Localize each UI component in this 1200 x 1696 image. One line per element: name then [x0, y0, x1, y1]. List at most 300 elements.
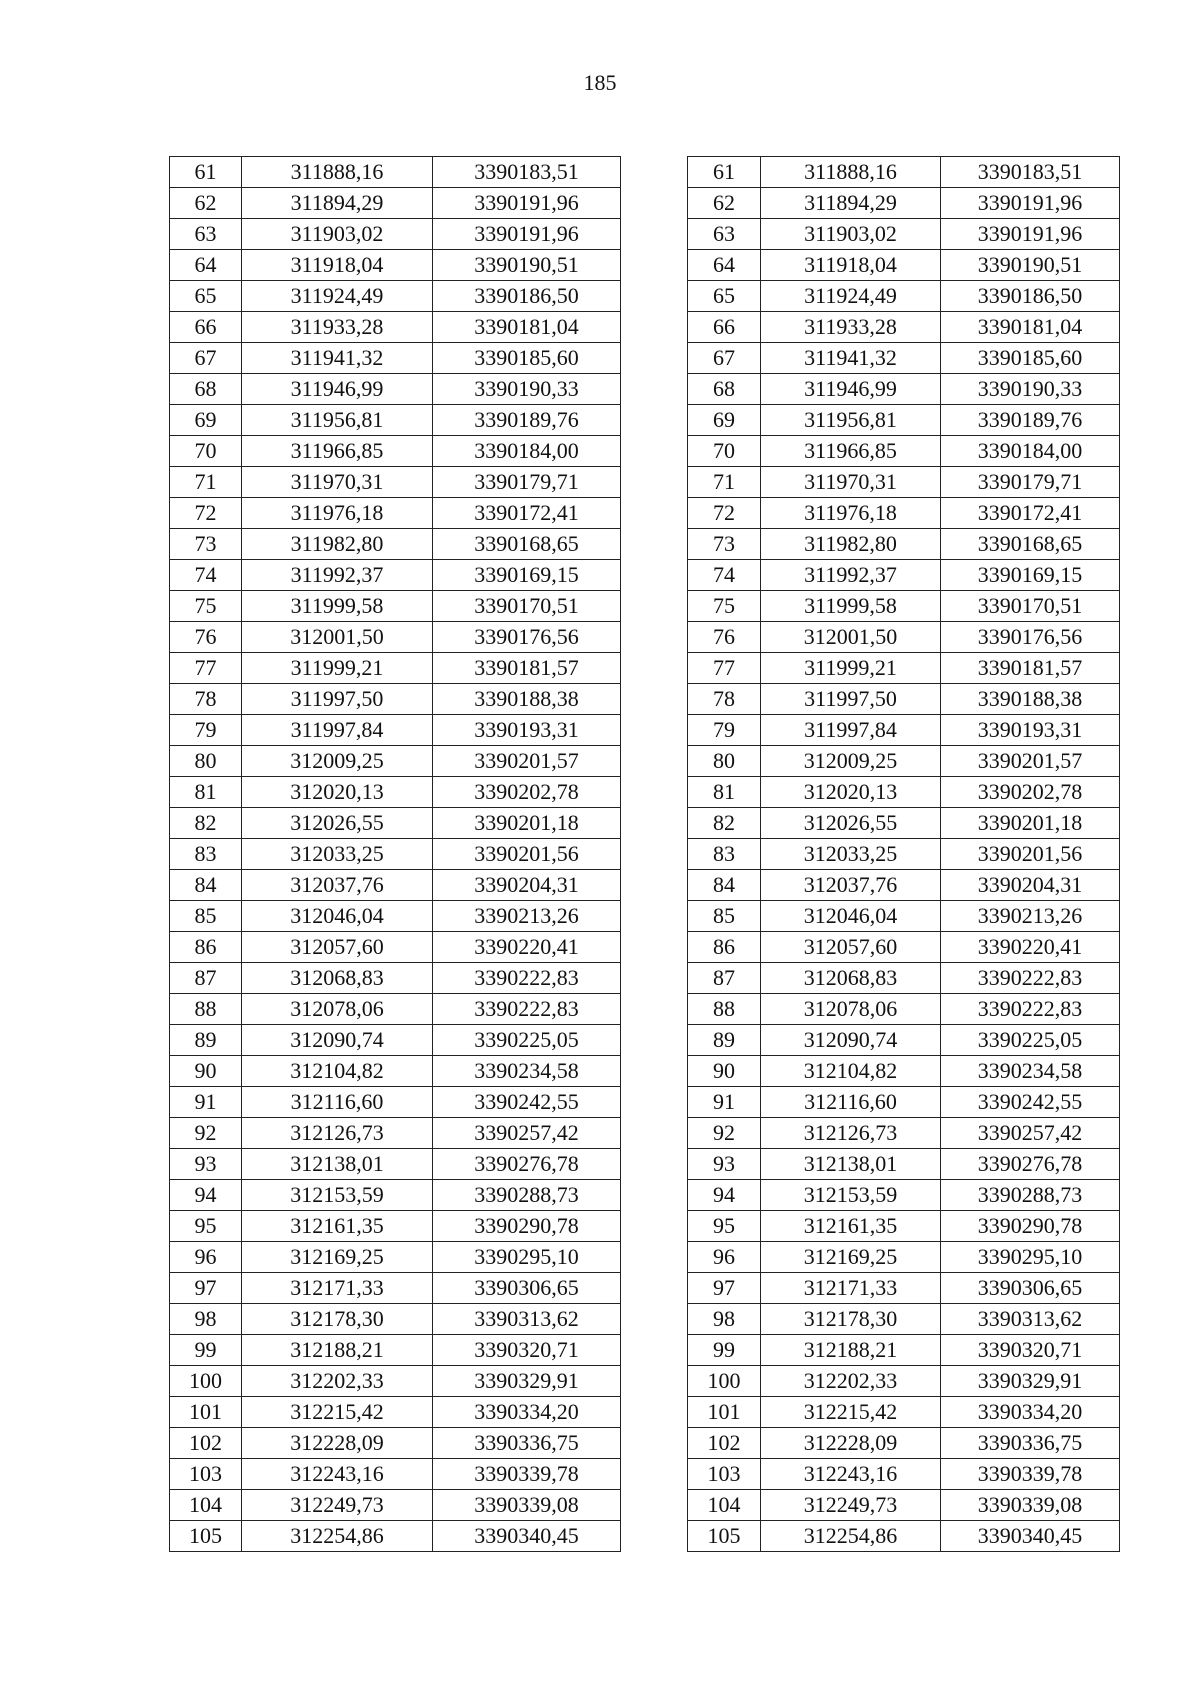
y-coordinate-cell: 3390190,33 — [433, 374, 621, 405]
x-coordinate-cell: 312020,13 — [242, 777, 433, 808]
point-number-cell: 71 — [688, 467, 761, 498]
x-coordinate-cell: 312104,82 — [242, 1056, 433, 1087]
y-coordinate-cell: 3390336,75 — [941, 1428, 1120, 1459]
x-coordinate-cell: 311966,85 — [761, 436, 941, 467]
x-coordinate-cell: 312202,33 — [761, 1366, 941, 1397]
point-number-cell: 99 — [170, 1335, 242, 1366]
y-coordinate-cell: 3390225,05 — [433, 1025, 621, 1056]
y-coordinate-cell: 3390222,83 — [433, 994, 621, 1025]
y-coordinate-cell: 3390191,96 — [433, 219, 621, 250]
coordinate-table-right — [687, 156, 1120, 1552]
table-row — [170, 1397, 621, 1428]
point-number-cell: 101 — [688, 1397, 761, 1428]
point-number-cell: 102 — [170, 1428, 242, 1459]
table-row — [170, 839, 621, 870]
table-row — [688, 529, 1120, 560]
point-number-cell: 84 — [688, 870, 761, 901]
table-row — [688, 560, 1120, 591]
x-coordinate-cell: 312057,60 — [761, 932, 941, 963]
table-row — [170, 808, 621, 839]
y-coordinate-cell: 3390329,91 — [941, 1366, 1120, 1397]
point-number-cell: 62 — [170, 188, 242, 219]
point-number-cell: 65 — [170, 281, 242, 312]
y-coordinate-cell: 3390172,41 — [433, 498, 621, 529]
point-number-cell: 68 — [170, 374, 242, 405]
y-coordinate-cell: 3390190,51 — [941, 250, 1120, 281]
y-coordinate-cell: 3390204,31 — [433, 870, 621, 901]
point-number-cell: 103 — [688, 1459, 761, 1490]
y-coordinate-cell: 3390201,57 — [941, 746, 1120, 777]
table-row — [170, 932, 621, 963]
point-number-cell: 91 — [688, 1087, 761, 1118]
x-coordinate-cell: 312033,25 — [242, 839, 433, 870]
x-coordinate-cell: 312161,35 — [761, 1211, 941, 1242]
x-coordinate-cell: 311888,16 — [761, 157, 941, 188]
x-coordinate-cell: 312116,60 — [242, 1087, 433, 1118]
y-coordinate-cell: 3390257,42 — [941, 1118, 1120, 1149]
y-coordinate-cell: 3390220,41 — [941, 932, 1120, 963]
y-coordinate-cell: 3390201,57 — [433, 746, 621, 777]
x-coordinate-cell: 311992,37 — [242, 560, 433, 591]
x-coordinate-cell: 311903,02 — [242, 219, 433, 250]
table-row — [688, 715, 1120, 746]
x-coordinate-cell: 312046,04 — [761, 901, 941, 932]
x-coordinate-cell: 312254,86 — [242, 1521, 433, 1552]
table-row — [688, 157, 1120, 188]
y-coordinate-cell: 3390169,15 — [433, 560, 621, 591]
table-row — [688, 1180, 1120, 1211]
table-row — [170, 560, 621, 591]
y-coordinate-cell: 3390179,71 — [941, 467, 1120, 498]
table-row — [688, 963, 1120, 994]
y-coordinate-cell: 3390242,55 — [433, 1087, 621, 1118]
table-row — [688, 1521, 1120, 1552]
table-row — [688, 1459, 1120, 1490]
y-coordinate-cell: 3390190,51 — [433, 250, 621, 281]
x-coordinate-cell: 312161,35 — [242, 1211, 433, 1242]
y-coordinate-cell: 3390276,78 — [941, 1149, 1120, 1180]
x-coordinate-cell: 312020,13 — [761, 777, 941, 808]
y-coordinate-cell: 3390225,05 — [941, 1025, 1120, 1056]
table-row — [170, 1273, 621, 1304]
point-number-cell: 61 — [170, 157, 242, 188]
y-coordinate-cell: 3390172,41 — [941, 498, 1120, 529]
x-coordinate-cell: 312171,33 — [242, 1273, 433, 1304]
table-row — [688, 653, 1120, 684]
point-number-cell: 84 — [170, 870, 242, 901]
point-number-cell: 87 — [170, 963, 242, 994]
point-number-cell: 91 — [170, 1087, 242, 1118]
table-row — [688, 1335, 1120, 1366]
table-row — [170, 1180, 621, 1211]
point-number-cell: 97 — [170, 1273, 242, 1304]
point-number-cell: 96 — [170, 1242, 242, 1273]
y-coordinate-cell: 3390169,15 — [941, 560, 1120, 591]
table-row — [688, 343, 1120, 374]
y-coordinate-cell: 3390190,33 — [941, 374, 1120, 405]
x-coordinate-cell: 311918,04 — [242, 250, 433, 281]
y-coordinate-cell: 3390181,04 — [941, 312, 1120, 343]
point-number-cell: 80 — [688, 746, 761, 777]
table-row — [688, 1397, 1120, 1428]
x-coordinate-cell: 311888,16 — [242, 157, 433, 188]
x-coordinate-cell: 312138,01 — [242, 1149, 433, 1180]
x-coordinate-cell: 312104,82 — [761, 1056, 941, 1087]
x-coordinate-cell: 312126,73 — [242, 1118, 433, 1149]
table-row — [170, 498, 621, 529]
point-number-cell: 72 — [170, 498, 242, 529]
x-coordinate-cell: 311946,99 — [761, 374, 941, 405]
point-number-cell: 98 — [170, 1304, 242, 1335]
point-number-cell: 95 — [688, 1211, 761, 1242]
table-row — [170, 1118, 621, 1149]
x-coordinate-cell: 311976,18 — [242, 498, 433, 529]
point-number-cell: 74 — [170, 560, 242, 591]
x-coordinate-cell: 312153,59 — [761, 1180, 941, 1211]
y-coordinate-cell: 3390191,96 — [433, 188, 621, 219]
table-row — [688, 1366, 1120, 1397]
point-number-cell: 93 — [688, 1149, 761, 1180]
y-coordinate-cell: 3390313,62 — [433, 1304, 621, 1335]
x-coordinate-cell: 311970,31 — [242, 467, 433, 498]
table-row — [688, 467, 1120, 498]
x-coordinate-cell: 312068,83 — [242, 963, 433, 994]
table-row — [170, 1459, 621, 1490]
point-number-cell: 104 — [688, 1490, 761, 1521]
table-row — [688, 1242, 1120, 1273]
x-coordinate-cell: 311970,31 — [761, 467, 941, 498]
point-number-cell: 105 — [170, 1521, 242, 1552]
point-number-cell: 72 — [688, 498, 761, 529]
table-row — [170, 343, 621, 374]
point-number-cell: 95 — [170, 1211, 242, 1242]
table-row — [170, 591, 621, 622]
point-number-cell: 83 — [688, 839, 761, 870]
y-coordinate-cell: 3390242,55 — [941, 1087, 1120, 1118]
table-row — [170, 312, 621, 343]
point-number-cell: 75 — [688, 591, 761, 622]
point-number-cell: 65 — [688, 281, 761, 312]
x-coordinate-cell: 312249,73 — [761, 1490, 941, 1521]
point-number-cell: 82 — [688, 808, 761, 839]
table-row — [688, 591, 1120, 622]
y-coordinate-cell: 3390201,18 — [941, 808, 1120, 839]
y-coordinate-cell: 3390181,57 — [941, 653, 1120, 684]
x-coordinate-cell: 312249,73 — [242, 1490, 433, 1521]
x-coordinate-cell: 311924,49 — [242, 281, 433, 312]
y-coordinate-cell: 3390204,31 — [941, 870, 1120, 901]
x-coordinate-cell: 312090,74 — [242, 1025, 433, 1056]
table-row — [170, 746, 621, 777]
point-number-cell: 89 — [688, 1025, 761, 1056]
y-coordinate-cell: 3390176,56 — [433, 622, 621, 653]
y-coordinate-cell: 3390340,45 — [941, 1521, 1120, 1552]
point-number-cell: 103 — [170, 1459, 242, 1490]
table-row — [688, 312, 1120, 343]
y-coordinate-cell: 3390201,56 — [433, 839, 621, 870]
point-number-cell: 67 — [170, 343, 242, 374]
x-coordinate-cell: 312171,33 — [761, 1273, 941, 1304]
point-number-cell: 90 — [688, 1056, 761, 1087]
y-coordinate-cell: 3390276,78 — [433, 1149, 621, 1180]
point-number-cell: 63 — [170, 219, 242, 250]
table-row — [688, 684, 1120, 715]
point-number-cell: 92 — [688, 1118, 761, 1149]
point-number-cell: 66 — [688, 312, 761, 343]
point-number-cell: 68 — [688, 374, 761, 405]
point-number-cell: 62 — [688, 188, 761, 219]
y-coordinate-cell: 3390306,65 — [941, 1273, 1120, 1304]
point-number-cell: 100 — [170, 1366, 242, 1397]
x-coordinate-cell: 311894,29 — [761, 188, 941, 219]
x-coordinate-cell: 312215,42 — [761, 1397, 941, 1428]
table-row — [688, 839, 1120, 870]
table-row — [688, 436, 1120, 467]
table-row — [688, 281, 1120, 312]
point-number-cell: 79 — [688, 715, 761, 746]
y-coordinate-cell: 3390193,31 — [941, 715, 1120, 746]
x-coordinate-cell: 311933,28 — [242, 312, 433, 343]
table-row — [170, 653, 621, 684]
point-number-cell: 64 — [688, 250, 761, 281]
point-number-cell: 102 — [688, 1428, 761, 1459]
y-coordinate-cell: 3390234,58 — [433, 1056, 621, 1087]
table-row — [688, 1087, 1120, 1118]
table-row — [170, 1211, 621, 1242]
y-coordinate-cell: 3390191,96 — [941, 188, 1120, 219]
x-coordinate-cell: 311997,50 — [761, 684, 941, 715]
table-row — [688, 1118, 1120, 1149]
point-number-cell: 79 — [170, 715, 242, 746]
table-row — [688, 777, 1120, 808]
x-coordinate-cell: 311894,29 — [242, 188, 433, 219]
x-coordinate-cell: 312215,42 — [242, 1397, 433, 1428]
y-coordinate-cell: 3390295,10 — [941, 1242, 1120, 1273]
x-coordinate-cell: 311999,21 — [242, 653, 433, 684]
x-coordinate-cell: 312026,55 — [242, 808, 433, 839]
point-number-cell: 81 — [170, 777, 242, 808]
y-coordinate-cell: 3390189,76 — [433, 405, 621, 436]
table-row — [170, 281, 621, 312]
y-coordinate-cell: 3390257,42 — [433, 1118, 621, 1149]
x-coordinate-cell: 312068,83 — [761, 963, 941, 994]
point-number-cell: 88 — [688, 994, 761, 1025]
x-coordinate-cell: 311997,50 — [242, 684, 433, 715]
point-number-cell: 78 — [688, 684, 761, 715]
x-coordinate-cell: 312037,76 — [761, 870, 941, 901]
x-coordinate-cell: 311941,32 — [761, 343, 941, 374]
point-number-cell: 75 — [170, 591, 242, 622]
y-coordinate-cell: 3390184,00 — [433, 436, 621, 467]
point-number-cell: 99 — [688, 1335, 761, 1366]
x-coordinate-cell: 312188,21 — [242, 1335, 433, 1366]
x-coordinate-cell: 312090,74 — [761, 1025, 941, 1056]
x-coordinate-cell: 312037,76 — [242, 870, 433, 901]
y-coordinate-cell: 3390181,04 — [433, 312, 621, 343]
y-coordinate-cell: 3390213,26 — [941, 901, 1120, 932]
x-coordinate-cell: 312033,25 — [761, 839, 941, 870]
x-coordinate-cell: 312254,86 — [761, 1521, 941, 1552]
point-number-cell: 83 — [170, 839, 242, 870]
y-coordinate-cell: 3390288,73 — [433, 1180, 621, 1211]
table-row — [170, 374, 621, 405]
y-coordinate-cell: 3390288,73 — [941, 1180, 1120, 1211]
x-coordinate-cell: 312188,21 — [761, 1335, 941, 1366]
x-coordinate-cell: 311966,85 — [242, 436, 433, 467]
table-row — [170, 963, 621, 994]
point-number-cell: 96 — [688, 1242, 761, 1273]
x-coordinate-cell: 311999,21 — [761, 653, 941, 684]
x-coordinate-cell: 311924,49 — [761, 281, 941, 312]
x-coordinate-cell: 311976,18 — [761, 498, 941, 529]
x-coordinate-cell: 312126,73 — [761, 1118, 941, 1149]
point-number-cell: 69 — [688, 405, 761, 436]
point-number-cell: 86 — [170, 932, 242, 963]
point-number-cell: 61 — [688, 157, 761, 188]
y-coordinate-cell: 3390290,78 — [941, 1211, 1120, 1242]
table-row — [170, 777, 621, 808]
y-coordinate-cell: 3390183,51 — [941, 157, 1120, 188]
y-coordinate-cell: 3390320,71 — [941, 1335, 1120, 1366]
x-coordinate-cell: 311956,81 — [761, 405, 941, 436]
table-row — [688, 1428, 1120, 1459]
point-number-cell: 66 — [170, 312, 242, 343]
y-coordinate-cell: 3390222,83 — [941, 963, 1120, 994]
x-coordinate-cell: 311999,58 — [242, 591, 433, 622]
point-number-cell: 76 — [170, 622, 242, 653]
point-number-cell: 89 — [170, 1025, 242, 1056]
table-row — [170, 250, 621, 281]
point-number-cell: 77 — [688, 653, 761, 684]
table-row — [688, 188, 1120, 219]
x-coordinate-cell: 311997,84 — [761, 715, 941, 746]
point-number-cell: 63 — [688, 219, 761, 250]
y-coordinate-cell: 3390213,26 — [433, 901, 621, 932]
x-coordinate-cell: 312243,16 — [242, 1459, 433, 1490]
table-row — [170, 219, 621, 250]
x-coordinate-cell: 312228,09 — [761, 1428, 941, 1459]
y-coordinate-cell: 3390186,50 — [941, 281, 1120, 312]
y-coordinate-cell: 3390202,78 — [433, 777, 621, 808]
table-row — [170, 1490, 621, 1521]
y-coordinate-cell: 3390170,51 — [433, 591, 621, 622]
table-row — [688, 994, 1120, 1025]
x-coordinate-cell: 312202,33 — [242, 1366, 433, 1397]
point-number-cell: 85 — [688, 901, 761, 932]
table-row — [170, 1366, 621, 1397]
page-number: 185 — [583, 70, 617, 95]
y-coordinate-cell: 3390186,50 — [433, 281, 621, 312]
y-coordinate-cell: 3390189,76 — [941, 405, 1120, 436]
y-coordinate-cell: 3390339,78 — [433, 1459, 621, 1490]
table-row — [170, 157, 621, 188]
table-row — [688, 1056, 1120, 1087]
y-coordinate-cell: 3390179,71 — [433, 467, 621, 498]
x-coordinate-cell: 312001,50 — [242, 622, 433, 653]
y-coordinate-cell: 3390336,75 — [433, 1428, 621, 1459]
y-coordinate-cell: 3390191,96 — [941, 219, 1120, 250]
table-row — [688, 1149, 1120, 1180]
x-coordinate-cell: 312153,59 — [242, 1180, 433, 1211]
point-number-cell: 97 — [688, 1273, 761, 1304]
table-row — [688, 405, 1120, 436]
y-coordinate-cell: 3390222,83 — [433, 963, 621, 994]
table-row — [170, 436, 621, 467]
table-row — [170, 622, 621, 653]
table-row — [170, 529, 621, 560]
x-coordinate-cell: 312009,25 — [242, 746, 433, 777]
table-row — [688, 808, 1120, 839]
y-coordinate-cell: 3390188,38 — [433, 684, 621, 715]
table-row — [688, 932, 1120, 963]
point-number-cell: 94 — [688, 1180, 761, 1211]
y-coordinate-cell: 3390340,45 — [433, 1521, 621, 1552]
table-row — [170, 405, 621, 436]
point-number-cell: 73 — [688, 529, 761, 560]
table-row — [688, 1025, 1120, 1056]
x-coordinate-cell: 312001,50 — [761, 622, 941, 653]
point-number-cell: 105 — [688, 1521, 761, 1552]
table-row — [688, 870, 1120, 901]
point-number-cell: 69 — [170, 405, 242, 436]
table-row — [170, 1335, 621, 1366]
table-row — [170, 715, 621, 746]
x-coordinate-cell: 311982,80 — [242, 529, 433, 560]
x-coordinate-cell: 311918,04 — [761, 250, 941, 281]
table-row — [170, 1056, 621, 1087]
table-row — [170, 684, 621, 715]
y-coordinate-cell: 3390320,71 — [433, 1335, 621, 1366]
y-coordinate-cell: 3390334,20 — [433, 1397, 621, 1428]
y-coordinate-cell: 3390339,08 — [433, 1490, 621, 1521]
x-coordinate-cell: 312116,60 — [761, 1087, 941, 1118]
point-number-cell: 90 — [170, 1056, 242, 1087]
table-row — [688, 1211, 1120, 1242]
table-row — [170, 1521, 621, 1552]
y-coordinate-cell: 3390313,62 — [941, 1304, 1120, 1335]
table-row — [688, 250, 1120, 281]
y-coordinate-cell: 3390295,10 — [433, 1242, 621, 1273]
x-coordinate-cell: 312057,60 — [242, 932, 433, 963]
table-row — [688, 901, 1120, 932]
x-coordinate-cell: 311946,99 — [242, 374, 433, 405]
x-coordinate-cell: 311982,80 — [761, 529, 941, 560]
table-row — [170, 188, 621, 219]
point-number-cell: 87 — [688, 963, 761, 994]
x-coordinate-cell: 312138,01 — [761, 1149, 941, 1180]
y-coordinate-cell: 3390168,65 — [433, 529, 621, 560]
table-row — [688, 746, 1120, 777]
y-coordinate-cell: 3390201,56 — [941, 839, 1120, 870]
table-row — [170, 870, 621, 901]
point-number-cell: 71 — [170, 467, 242, 498]
y-coordinate-cell: 3390234,58 — [941, 1056, 1120, 1087]
point-number-cell: 98 — [688, 1304, 761, 1335]
point-number-cell: 92 — [170, 1118, 242, 1149]
table-row — [688, 1304, 1120, 1335]
y-coordinate-cell: 3390290,78 — [433, 1211, 621, 1242]
y-coordinate-cell: 3390185,60 — [433, 343, 621, 374]
point-number-cell: 78 — [170, 684, 242, 715]
point-number-cell: 81 — [688, 777, 761, 808]
y-coordinate-cell: 3390202,78 — [941, 777, 1120, 808]
y-coordinate-cell: 3390184,00 — [941, 436, 1120, 467]
x-coordinate-cell: 312169,25 — [242, 1242, 433, 1273]
table-row — [688, 622, 1120, 653]
point-number-cell: 70 — [688, 436, 761, 467]
y-coordinate-cell: 3390201,18 — [433, 808, 621, 839]
x-coordinate-cell: 311999,58 — [761, 591, 941, 622]
